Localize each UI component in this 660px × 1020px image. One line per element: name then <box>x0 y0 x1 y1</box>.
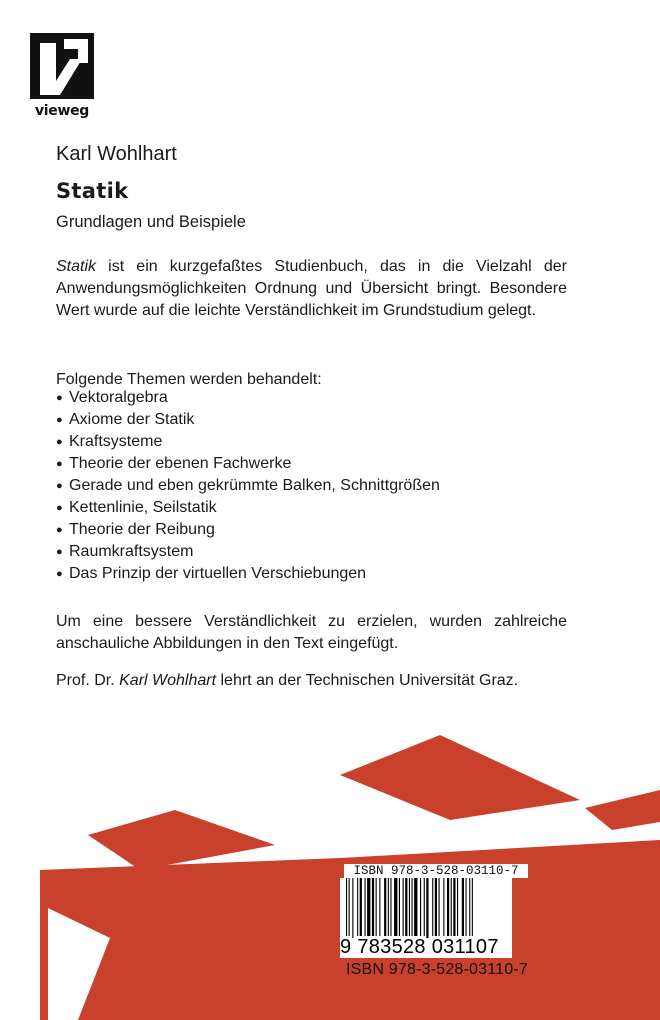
barcode-bar <box>376 878 377 938</box>
barcode-bar <box>390 878 391 938</box>
bullet-icon: ● <box>56 480 63 492</box>
barcode-bar <box>424 878 425 938</box>
list-item: ● Axiome der Statik <box>56 409 440 431</box>
bullet-icon: ● <box>56 524 63 536</box>
bullet-icon: ● <box>56 392 63 404</box>
list-item: ● Theorie der Reibung <box>56 519 440 541</box>
list-item: ● Theorie der ebenen Fachwerke <box>56 453 440 475</box>
barcode-left-digits: 783528 <box>357 936 426 958</box>
bullet-icon: ● <box>56 546 63 558</box>
book-author: Karl Wohlhart <box>56 143 177 165</box>
barcode-bar <box>439 878 440 938</box>
bullet-icon: ● <box>56 568 63 580</box>
list-item: ● Kraftsysteme <box>56 431 440 453</box>
barcode-right-digits: 031107 <box>431 936 499 958</box>
barcode-bar <box>357 878 358 938</box>
barcode-bar <box>426 878 428 938</box>
barcode-bar <box>346 878 347 938</box>
list-item: ● Raumkraftsystem <box>56 541 440 563</box>
barcode-bar <box>388 878 389 938</box>
intro-text: ist ein kurzgefaßtes Studienbuch, das in die Vielzahl der Anwendungsmöglichkeiten Ordnung und Übersicht bringt. Besondere Wert wurde auf die leichte Verständlichkeit im Grundstudium gelegt. <box>56 258 567 319</box>
barcode-bar <box>399 878 400 938</box>
barcode-bar <box>367 878 370 938</box>
barcode-bar <box>360 878 362 938</box>
list-item: ● Kettenlinie, Seilstatik <box>56 497 440 519</box>
vieweg-logo-icon <box>30 33 94 99</box>
barcode-bar <box>394 878 397 938</box>
publisher-logo <box>30 33 94 121</box>
barcode-bar <box>365 878 366 938</box>
barcode-bar <box>457 878 458 938</box>
barcode-bar <box>403 878 404 938</box>
barcode-bar <box>412 878 413 938</box>
decorative-graphic <box>0 700 660 1020</box>
book-title: Statik <box>56 179 129 203</box>
barcode-bar <box>469 878 470 938</box>
book-subtitle: Grundlagen und Beispiele <box>56 213 246 231</box>
barcode <box>340 878 512 958</box>
author-name-emphasis: Karl Wohlhart <box>119 672 217 689</box>
author-bio: Prof. Dr. Karl Wohlhart lehrt an der Technischen Universität Graz. <box>56 672 519 689</box>
barcode-bar <box>451 878 452 938</box>
list-item: ● Gerade und eben gekrümmte Balken, Schnittgrößen <box>56 475 440 497</box>
barcode-bar <box>405 878 407 938</box>
bullet-icon: ● <box>56 414 63 426</box>
list-item: ● Das Prinzip der virtuellen Verschiebungen <box>56 563 440 585</box>
barcode-bar <box>432 878 433 938</box>
intro-emphasis: Statik <box>56 258 97 275</box>
barcode-first-digit: 9 <box>340 936 352 958</box>
intro-paragraph <box>56 256 567 322</box>
barcode-bar <box>447 878 449 938</box>
barcode-bar <box>409 878 410 938</box>
isbn-bottom-label: ISBN 978-3-528-03110-7 <box>346 961 528 978</box>
barcode-bar <box>384 878 386 938</box>
bullet-icon: ● <box>56 502 63 514</box>
barcode-bar <box>379 878 380 938</box>
list-item: ● Vektoralgebra <box>56 387 440 409</box>
barcode-bar <box>453 878 455 938</box>
barcode-bar <box>414 878 417 938</box>
publisher-name: vieweg <box>34 103 90 119</box>
topics-heading: Folgende Themen werden behandelt: <box>56 371 322 388</box>
closing-paragraph: Um eine bessere Verständlichkeit zu erzielen, wurden zahlreiche anschauliche Abbildungen in den Text eingefügt. <box>56 613 567 652</box>
topics-list <box>56 387 440 585</box>
barcode-bar <box>352 878 353 938</box>
bullet-icon: ● <box>56 458 63 470</box>
barcode-bar <box>462 878 464 938</box>
barcode-bar <box>466 878 467 938</box>
barcode-bar <box>372 878 374 938</box>
barcode-bar <box>349 878 350 938</box>
barcode-digits <box>340 936 512 958</box>
bullet-icon: ● <box>56 436 63 448</box>
isbn-top-label: ISBN 978-3-528-03110-7 <box>344 864 528 878</box>
barcode-bar <box>443 878 444 938</box>
barcode-bar <box>472 878 473 938</box>
barcode-bar <box>420 878 421 938</box>
barcode-bar <box>435 878 437 938</box>
barcode-bars <box>340 878 512 938</box>
